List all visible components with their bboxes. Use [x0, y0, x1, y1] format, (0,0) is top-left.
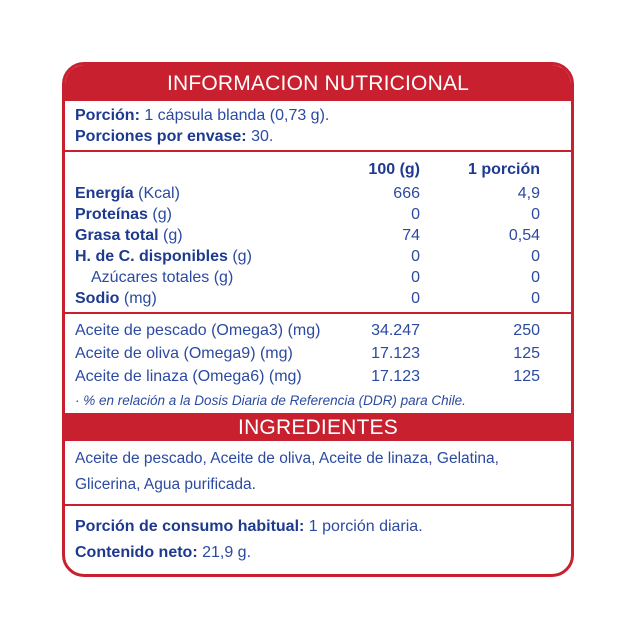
oil-value-serving: 125	[513, 368, 540, 385]
nutrient-value-100g: 0	[411, 248, 420, 265]
serving-size	[75, 105, 561, 126]
nutrient-unit: (g)	[147, 206, 172, 223]
nutrient-value-serving: 0,54	[508, 227, 540, 244]
nutrient-value-100g: 74	[402, 227, 420, 244]
nutrient-row	[75, 204, 561, 225]
servings-per-pack-value: 30.	[246, 128, 274, 145]
net-content	[75, 540, 561, 566]
nutrient-row	[75, 246, 561, 267]
nutrient-row	[75, 267, 561, 288]
oil-row	[75, 365, 561, 388]
nutrient-name: Energía	[75, 185, 134, 202]
nutrient-unit: (Kcal)	[133, 185, 180, 202]
oil-value-serving: 125	[513, 345, 540, 362]
habitual-serving	[75, 514, 561, 540]
habitual-serving-value: 1 porción diaria.	[304, 518, 423, 535]
nutrient-unit: (g)	[227, 248, 252, 265]
nutrient-value-serving: 0	[531, 269, 540, 286]
net-content-value: 21,9 g.	[197, 544, 252, 561]
column-header-serving: 1 porción	[467, 161, 540, 178]
nutrient-unit: (g)	[158, 227, 183, 244]
serving-section	[65, 101, 571, 152]
nutrient-row	[75, 183, 561, 204]
serving-size-value: 1 cápsula blanda (0,73 g).	[139, 107, 330, 124]
nutrient-value-100g: 666	[393, 185, 420, 202]
footnote: · % en relación a la Dosis Diaria de Referencia (DDR) para Chile.	[75, 393, 466, 408]
nutrient-value-serving: 0	[531, 248, 540, 265]
nutrient-value-serving: 0	[531, 290, 540, 307]
nutrient-name: H. de C. disponibles	[75, 248, 228, 265]
nutrient-value-100g: 0	[411, 206, 420, 223]
oil-name: Aceite de linaza (Omega6) (mg)	[75, 368, 302, 385]
net-content-label: Contenido neto:	[75, 544, 198, 561]
nutrient-unit: (mg)	[119, 290, 157, 307]
nutrition-title: INFORMACION NUTRICIONAL	[65, 65, 571, 101]
nutrient-name: Grasa total	[75, 227, 159, 244]
nutrient-row	[75, 225, 561, 246]
oil-value-100g: 34.247	[371, 322, 420, 339]
habitual-serving-label: Porción de consumo habitual:	[75, 518, 305, 535]
nutrient-unit: Azúcares totales (g)	[91, 269, 234, 286]
nutrient-value-serving: 0	[531, 206, 540, 223]
oil-row	[75, 342, 561, 365]
ingredients-text-line1: Aceite de pescado, Aceite de oliva, Aceite de linaza, Gelatina,	[75, 450, 499, 467]
nutrient-name: Sodio	[75, 290, 120, 307]
oil-value-serving: 250	[513, 322, 540, 339]
column-header-100g: 100 (g)	[368, 161, 420, 178]
oil-row	[75, 319, 561, 342]
ingredients-section	[65, 441, 571, 506]
consumption-section	[65, 506, 571, 566]
nutrient-name: Proteínas	[75, 206, 148, 223]
nutrient-value-100g: 0	[411, 290, 420, 307]
nutrients-section	[65, 152, 571, 314]
nutrient-row	[75, 288, 561, 309]
nutrient-value-100g: 0	[411, 269, 420, 286]
oils-section	[65, 314, 571, 413]
oil-value-100g: 17.123	[371, 368, 420, 385]
nutrition-label	[62, 62, 574, 577]
oil-name: Aceite de pescado (Omega3) (mg)	[75, 322, 321, 339]
oil-name: Aceite de oliva (Omega9) (mg)	[75, 345, 293, 362]
servings-per-pack	[75, 126, 561, 147]
nutrient-value-serving: 4,9	[517, 185, 540, 202]
ingredients-title: INGREDIENTES	[65, 413, 571, 441]
column-headers	[75, 159, 561, 180]
oil-value-100g: 17.123	[371, 345, 420, 362]
serving-size-label: Porción:	[75, 107, 140, 124]
ingredients-text-line2: Glicerina, Agua purificada.	[75, 476, 256, 493]
servings-per-pack-label: Porciones por envase:	[75, 128, 247, 145]
